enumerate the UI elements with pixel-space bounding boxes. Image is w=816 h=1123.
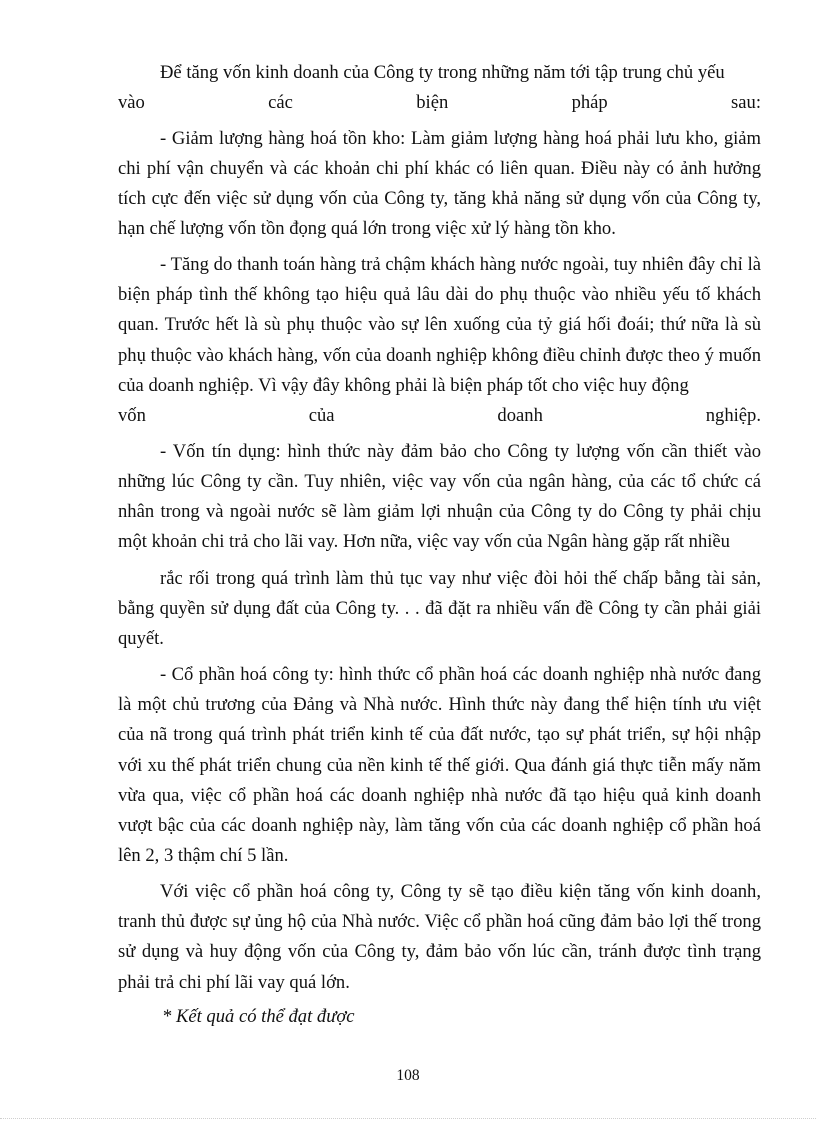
page-bottom-divider bbox=[0, 1118, 816, 1119]
paragraph-von-tin-dung-continued: rắc rối trong quá trình làm thủ tục vay như việc đòi hỏi thế chấp bằng tài sản, bằng quyền sử dụng đất của Công ty. . . đã đặt ra nhiều vấn đề Công ty cần phải giải quyết. bbox=[118, 567, 761, 650]
paragraph-von-tin-dung: - Vốn tín dụng: hình thức này đảm bảo cho Công ty lượng vốn cần thiết vào những lúc Công ty cần. Tuy nhiên, việc vay vốn của ngân hàng, của các tổ chức cá nhân trong và ngoài nước sẽ làm giảm lợi nhuận của Công ty do Công ty phải chịu một khoản chi trả cho lãi vay. Hơn nữa, việc vay vốn của Ngân hàng gặp rất nhiều bbox=[118, 440, 761, 553]
paragraph-tang-thanh-toan: - Tăng do thanh toán hàng trả chậm khách hàng nước ngoài, tuy nhiên đây chỉ là biện pháp tình thế không tạo hiệu quả lâu dài do phụ thuộc vào nhiều yếu tố khách quan. Trước hết là sù phụ thuộc vào sự lên xuống của tỷ giá hối đoái; thứ nữa là sù phụ thuộc vào khách hàng, vốn của doanh nghiệp không điều chỉnh được theo ý muốn của doanh nghiệp. Vì vậy đây không phải là biện pháp tốt cho việc huy động bbox=[118, 253, 761, 396]
intro-line-1: Để tăng vốn kinh doanh của Công ty trong những năm tới tập trung chủ yếu bbox=[160, 62, 725, 83]
section-heading-ket-qua: * Kết quả có thể đạt được bbox=[162, 1005, 355, 1027]
page-number: 108 bbox=[396, 1067, 420, 1084]
paragraph-co-phan-hoa: - Cổ phần hoá công ty: hình thức cổ phần hoá các doanh nghiệp nhà nước đang là một chủ trương của Đảng và Nhà nước. Hình thức này đang thể hiện tính ưu việt của nã trong quá trình phát triển kinh tế của đất nước, tạo sự phát triển, sự hội nhập với xu thế phát triển chung của nền kinh tế thế giới. Qua đánh giá thực tiễn mấy năm vừa qua, việc cổ phần hoá các doanh nghiệp nhà nước đã tạo hiệu quả kinh doanh vượt bậc của các doanh nghiệp này, làm tăng vốn của các doanh nghiệp cổ phần hoá lên 2, 3 thậm chí 5 lần. bbox=[118, 663, 761, 867]
paragraph-tang-thanh-toan-last-line: vốn của doanh nghiệp. bbox=[118, 405, 761, 427]
page-body bbox=[118, 58, 761, 1032]
intro-line-2: vào các biện pháp sau: bbox=[118, 92, 761, 114]
paragraph-voi-viec-co-phan-hoa: Với việc cổ phần hoá công ty, Công ty sẽ tạo điều kiện tăng vốn kinh doanh, tranh thủ được sự ủng hộ của Nhà nước. Việc cổ phần hoá cũng đảm bảo lợi thế trong sử dụng và huy động vốn của Công ty, đảm bảo vốn lúc cần, tránh được tình trạng phải trả chi phí lãi vay quá lớn. bbox=[118, 880, 761, 993]
paragraph-giam-luong-hang-hoa: - Giảm lượng hàng hoá tồn kho: Làm giảm lượng hàng hoá phải lưu kho, giảm chi phí vận chuyển và các khoản chi phí khác có liên quan. Điều này có ảnh hưởng tích cực đến việc sử dụng vốn của Công ty, tăng khả năng sử dụng vốn của Công ty, hạn chế lượng vốn tồn đọng quá lớn trong việc xử lý hàng tồn kho. bbox=[118, 127, 761, 240]
